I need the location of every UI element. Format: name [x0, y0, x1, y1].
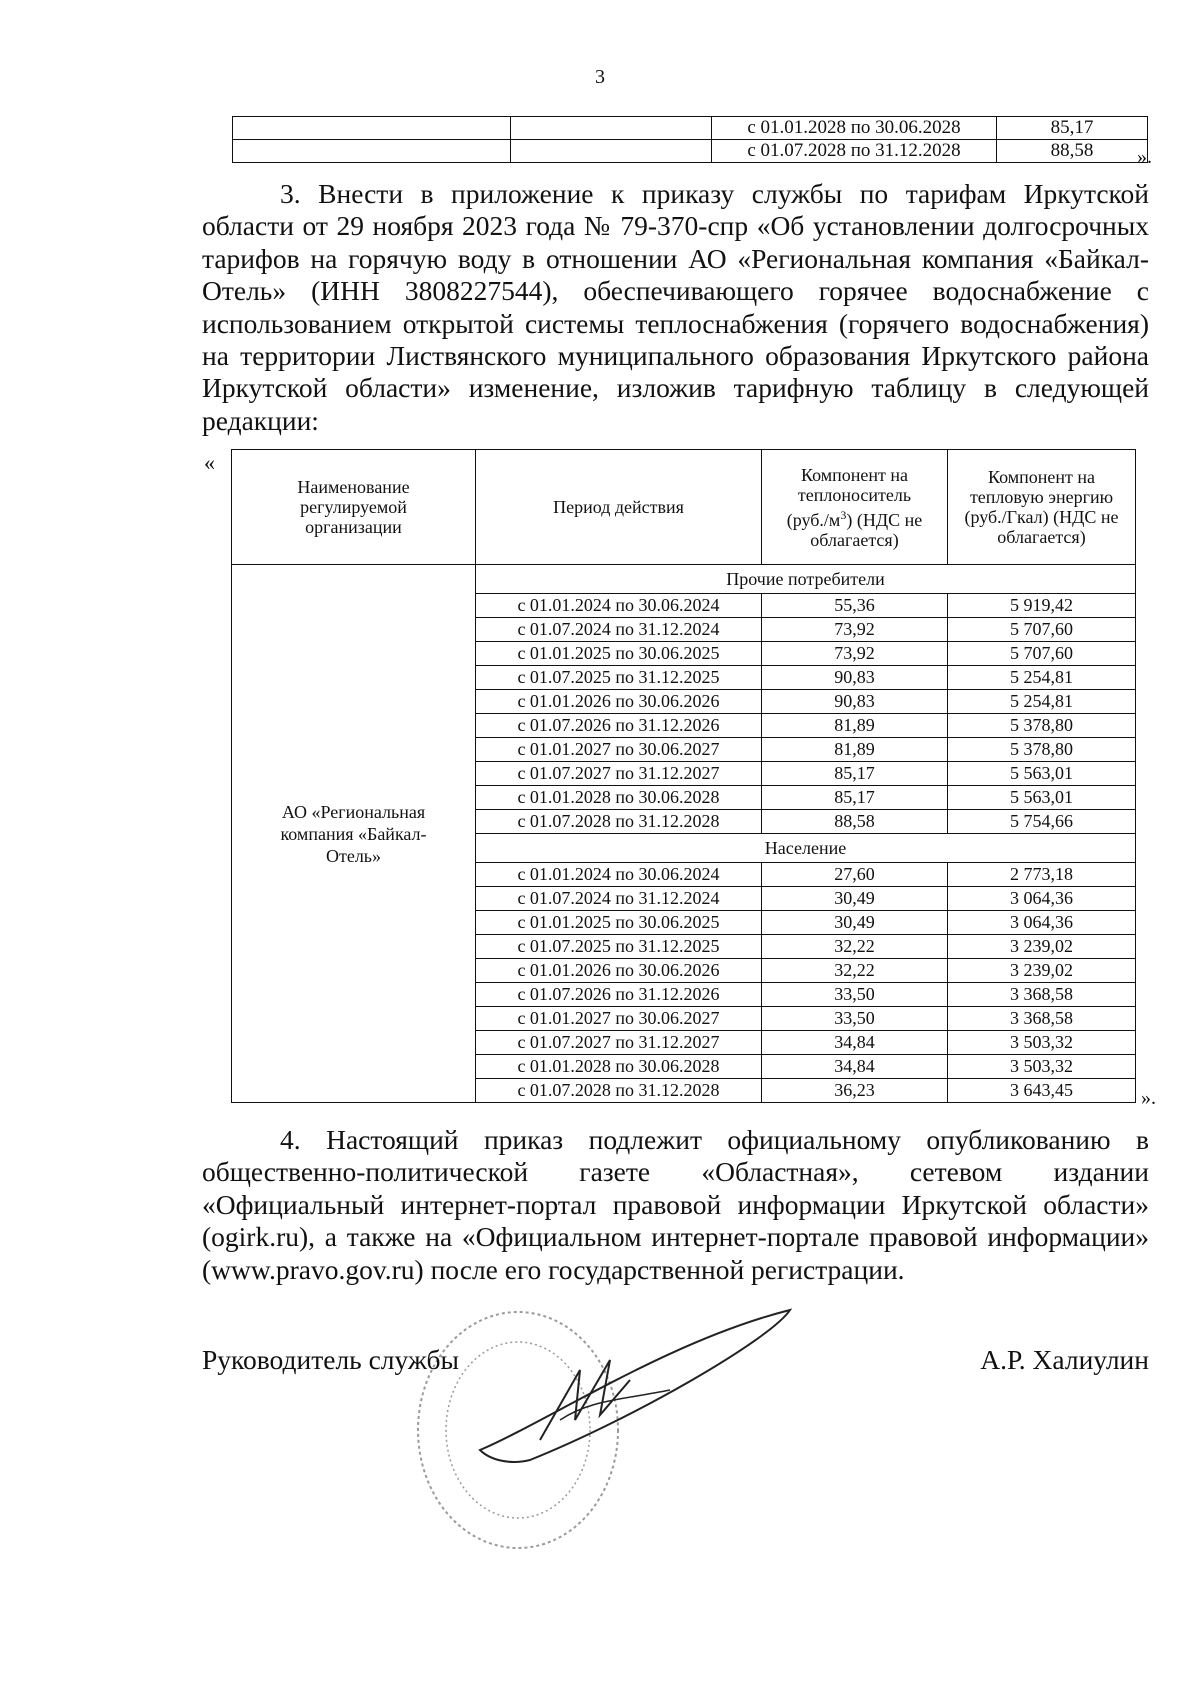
- energy-value-cell: 5 919,42: [948, 594, 1136, 618]
- page-number: 3: [595, 66, 605, 88]
- energy-value-cell: 5 707,60: [948, 642, 1136, 666]
- header-organization: Наименование регулируемой организации: [232, 450, 476, 565]
- energy-value-cell: 3 368,58: [948, 983, 1136, 1007]
- period-cell: с 01.01.2028 по 30.06.2028: [712, 117, 997, 140]
- value-cell: 85,17: [997, 117, 1148, 140]
- carrier-value-cell: 36,23: [762, 1079, 948, 1103]
- handwritten-signature-icon: [470, 1300, 800, 1470]
- period-cell: с 01.01.2024 по 30.06.2024: [476, 863, 762, 887]
- paragraph-4: 4. Настоящий приказ подлежит официальному опубликованию в общественно-политической газете «Областная», сетевом издании «Официальный интернет-портал правовой информации Иркутской области» (ogirk.ru), а также на «Официальном интернет-портале правовой информации» (www.pravo.gov.ru) после его государственной регистрации.: [202, 1124, 1149, 1285]
- energy-value-cell: 5 563,01: [948, 786, 1136, 810]
- period-cell: с 01.07.2026 по 31.12.2026: [476, 714, 762, 738]
- carrier-value-cell: 32,22: [762, 959, 948, 983]
- carrier-value-cell: 32,22: [762, 935, 948, 959]
- group-label: Население: [476, 834, 1136, 863]
- energy-value-cell: 3 643,45: [948, 1079, 1136, 1103]
- energy-value-cell: 2 773,18: [948, 863, 1136, 887]
- closing-quote: ».: [1137, 146, 1152, 168]
- period-cell: с 01.07.2025 по 31.12.2025: [476, 935, 762, 959]
- energy-value-cell: 5 378,80: [948, 714, 1136, 738]
- carrier-value-cell: 73,92: [762, 618, 948, 642]
- period-cell: с 01.01.2026 по 30.06.2026: [476, 690, 762, 714]
- signer-title: Руководитель службы: [202, 1344, 460, 1375]
- period-cell: с 01.07.2025 по 31.12.2025: [476, 666, 762, 690]
- period-cell: с 01.01.2025 по 30.06.2025: [476, 642, 762, 666]
- header-carrier-component: Компонент на теплоноситель $(руб./м^3)$ (НДС не облагается): [762, 450, 948, 565]
- carrier-value-cell: 85,17: [762, 762, 948, 786]
- period-cell: с 01.01.2027 по 30.06.2027: [476, 738, 762, 762]
- energy-value-cell: 3 368,58: [948, 1007, 1136, 1031]
- carrier-value-cell: 55,36: [762, 594, 948, 618]
- energy-value-cell: 3 239,02: [948, 959, 1136, 983]
- carrier-value-cell: 30,49: [762, 887, 948, 911]
- value-cell: 88,58: [997, 140, 1148, 163]
- energy-value-cell: 3 064,36: [948, 911, 1136, 935]
- period-cell: с 01.01.2025 по 30.06.2025: [476, 911, 762, 935]
- carrier-value-cell: 34,84: [762, 1031, 948, 1055]
- header-period: Период действия: [476, 450, 762, 565]
- paragraph-3: 3. Внести в приложение к приказу службы по тарифам Иркутской области от 29 ноября 2023 года № 79-370-спр «Об установлении долгосрочных тарифов на горячую воду в отношении АО «Региональная компания «Байкал-Отель» (ИНН 3808227544), обеспечивающего горячее водоснабжение с использованием открытой системы теплоснабжения (горячего водоснабжения) на территории Листвянского муниципального образования Иркутского района Иркутской области» изменение, изложив тарифную таблицу в следующей редакции:: [202, 178, 1149, 436]
- carrier-value-cell: 34,84: [762, 1055, 948, 1079]
- period-cell: с 01.07.2026 по 31.12.2026: [476, 983, 762, 1007]
- period-cell: с 01.07.2028 по 31.12.2028: [476, 810, 762, 834]
- period-cell: с 01.07.2024 по 31.12.2024: [476, 887, 762, 911]
- organization-cell: АО «Региональная компания «Байкал-Отель»: [232, 565, 476, 1103]
- period-cell: с 01.07.2028 по 31.12.2028: [712, 140, 997, 163]
- carrier-value-cell: 33,50: [762, 1007, 948, 1031]
- group-label: Прочие потребители: [476, 565, 1136, 594]
- period-cell: с 01.07.2027 по 31.12.2027: [476, 762, 762, 786]
- period-cell: с 01.01.2027 по 30.06.2027: [476, 1007, 762, 1031]
- period-cell: с 01.07.2028 по 31.12.2028: [476, 1079, 762, 1103]
- tariff-table: [231, 449, 1136, 1103]
- energy-value-cell: 5 563,01: [948, 762, 1136, 786]
- carrier-value-cell: 73,92: [762, 642, 948, 666]
- opening-quote: «: [204, 450, 215, 475]
- energy-value-cell: 3 503,32: [948, 1055, 1136, 1079]
- carrier-value-cell: 27,60: [762, 863, 948, 887]
- energy-value-cell: 5 254,81: [948, 666, 1136, 690]
- header-energy-component: Компонент на тепловую энергию (руб./Гкал) (НДС не облагается): [948, 450, 1136, 565]
- table-row: [233, 117, 1148, 140]
- carrier-value-cell: 85,17: [762, 786, 948, 810]
- carrier-value-cell: 81,89: [762, 714, 948, 738]
- closing-quote: ».: [1141, 1087, 1156, 1109]
- previous-table-fragment: [232, 116, 1148, 163]
- carrier-value-cell: 90,83: [762, 666, 948, 690]
- carrier-value-cell: 88,58: [762, 810, 948, 834]
- period-cell: с 01.01.2024 по 30.06.2024: [476, 594, 762, 618]
- energy-value-cell: 5 754,66: [948, 810, 1136, 834]
- period-cell: с 01.01.2028 по 30.06.2028: [476, 786, 762, 810]
- carrier-value-cell: 81,89: [762, 738, 948, 762]
- energy-value-cell: 3 064,36: [948, 887, 1136, 911]
- carrier-value-cell: 90,83: [762, 690, 948, 714]
- group-header-row: [232, 565, 1136, 594]
- energy-value-cell: 5 254,81: [948, 690, 1136, 714]
- table-row: [233, 140, 1148, 163]
- period-cell: с 01.01.2028 по 30.06.2028: [476, 1055, 762, 1079]
- table-header-row: [232, 450, 1136, 565]
- period-cell: с 01.01.2026 по 30.06.2026: [476, 959, 762, 983]
- energy-value-cell: 5 378,80: [948, 738, 1136, 762]
- carrier-value-cell: 33,50: [762, 983, 948, 1007]
- energy-value-cell: 3 503,32: [948, 1031, 1136, 1055]
- energy-value-cell: 5 707,60: [948, 618, 1136, 642]
- period-cell: с 01.07.2024 по 31.12.2024: [476, 618, 762, 642]
- signer-name: А.Р. Халиулин: [980, 1344, 1149, 1375]
- energy-value-cell: 3 239,02: [948, 935, 1136, 959]
- period-cell: с 01.07.2027 по 31.12.2027: [476, 1031, 762, 1055]
- carrier-value-cell: 30,49: [762, 911, 948, 935]
